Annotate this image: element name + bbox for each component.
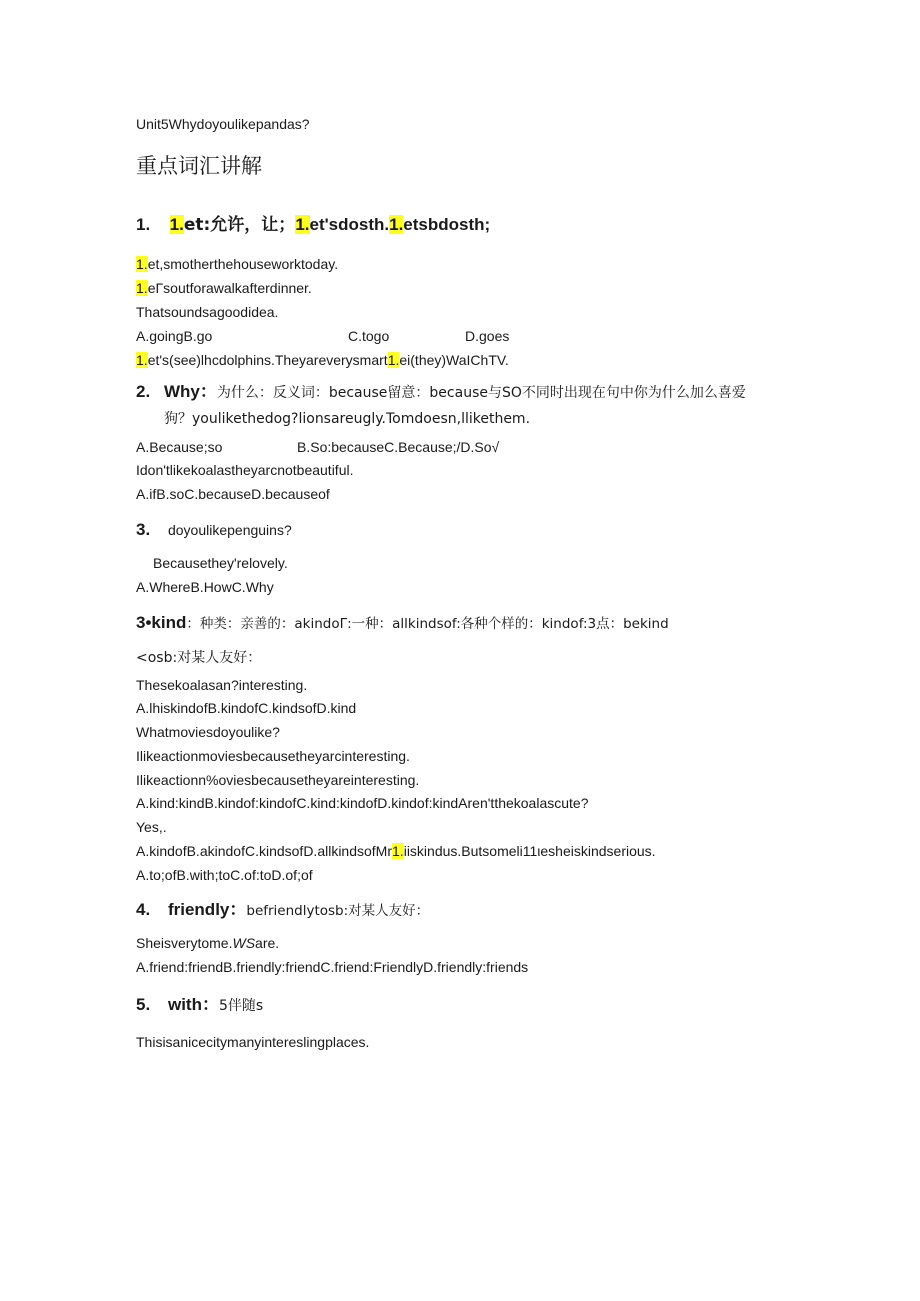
line-text: iiskindus.Butsomeli11ιesheiskindserious. (403, 843, 656, 859)
item-4-heading (136, 899, 429, 921)
heading-text: et:允许，让； (183, 215, 296, 235)
option-c: C.togo (348, 328, 390, 344)
line-text: WS (232, 935, 256, 951)
exercise-line: Idon'tlikekoalastheyarcnotbeautiful. (136, 462, 354, 478)
line-text: et's(see)lhcdolphins.Theyareverysmart (147, 352, 388, 368)
exercise-line: Ilikeactionn%oviesbecausetheyareinteresting. (136, 772, 420, 788)
exercise-line (136, 351, 509, 369)
heading-text: ：种类：亲善的：akindoΓ:一种：allkindsof:各种个样的：kindof:3点：bekind (186, 616, 669, 632)
item-number: 4. (136, 900, 151, 919)
item-5-heading (136, 994, 263, 1016)
exercise-line: Thatsoundsagoodidea. (136, 304, 279, 320)
keyword: Why： (163, 382, 217, 401)
exercise-line: Yes,. (136, 819, 167, 835)
item-number: 3. (136, 520, 151, 539)
options: A.friend:friendB.friendly:friendC.friend:FriendlyD.friendly:friends (136, 959, 529, 975)
heading-text: et'sdosth. (309, 215, 390, 234)
keyword: with： (167, 995, 219, 1014)
section-heading: 重点词汇讲解 (136, 154, 262, 178)
options: A.lhiskindofB.kindofC.kindsofD.kind (136, 700, 357, 716)
exercise-line: Thisisanicecitymanyintereslingplaces. (136, 1034, 370, 1050)
keyword: 3•kind (136, 613, 187, 632)
options (136, 842, 656, 860)
highlight: 1. (295, 215, 310, 234)
line-text: et,smotherthehouseworktoday. (147, 256, 339, 272)
item-2-heading (136, 381, 746, 403)
heading-text: befriendlytosb:对某人友好： (246, 903, 430, 919)
line-text: eΓsoutforawalkafterdinner. (147, 280, 312, 296)
item-number: 5. (136, 995, 151, 1014)
heading-text: etsbdosth; (403, 215, 491, 234)
options: A.to;ofB.with;toC.of:toD.of;of (136, 867, 313, 883)
item-number: 1. (136, 215, 151, 234)
options: A.ifB.soC.becauseD.becauseof (136, 486, 330, 502)
document-title: Unit5Whydoyoulikepandas? (136, 116, 310, 132)
heading-text: doyoulikepenguins? (167, 522, 292, 538)
line-text: ei(they)WaIChTV. (399, 352, 509, 368)
options: A.kind:kindB.kindof:kindofC.kind:kindofD.kindof:kindAren'tthekoalascute? (136, 795, 589, 811)
exercise-line: Thesekoalasan?interesting. (136, 677, 308, 693)
exercise-line (136, 279, 312, 297)
heading-text: 为什么：反义词：because留意：because与SO不同时出现在句中你为什么加么喜爱 (216, 385, 746, 401)
item-1-heading (136, 214, 490, 236)
highlight: 1. (387, 352, 400, 368)
highlight: 1. (389, 215, 404, 234)
option-d: D.goes (465, 328, 510, 344)
highlight: 1. (136, 256, 148, 272)
item-3-heading (136, 519, 292, 541)
highlight: 1. (392, 843, 404, 859)
exercise-line: Becausethey'relovely. (153, 555, 288, 571)
line-text: A.kindofB.akindofC.kindsofD.allkindsofMr (136, 843, 393, 859)
highlight: 1. (136, 280, 148, 296)
heading-text: 5伴随s (218, 998, 264, 1014)
exercise-line: <osb:对某人友好： (136, 650, 262, 666)
exercise-line (136, 255, 338, 273)
keyword: friendly： (167, 900, 247, 919)
option-a-b: A.goingB.go (136, 328, 213, 344)
item-kind-heading (136, 612, 669, 634)
item-number: 2. (136, 382, 151, 401)
option-a: A.Because;so (136, 439, 223, 455)
line-text: Sheisverytome. (136, 935, 233, 951)
exercise-line: Whatmoviesdoyoulike? (136, 724, 280, 740)
exercise-line: 狗？youlikethedog?lionsareugly.Tomdoesn,llikethem. (164, 411, 531, 427)
option-b-c-d: B.So:becauseC.Because;/D.So√ (297, 439, 500, 455)
exercise-line (136, 934, 279, 952)
exercise-line: Ilikeactionmoviesbecausetheyarcinteresting. (136, 748, 410, 764)
highlight: 1. (136, 352, 148, 368)
options: A.WhereB.HowC.Why (136, 579, 274, 595)
highlight: 1. (169, 215, 184, 234)
line-text: are. (255, 935, 280, 951)
